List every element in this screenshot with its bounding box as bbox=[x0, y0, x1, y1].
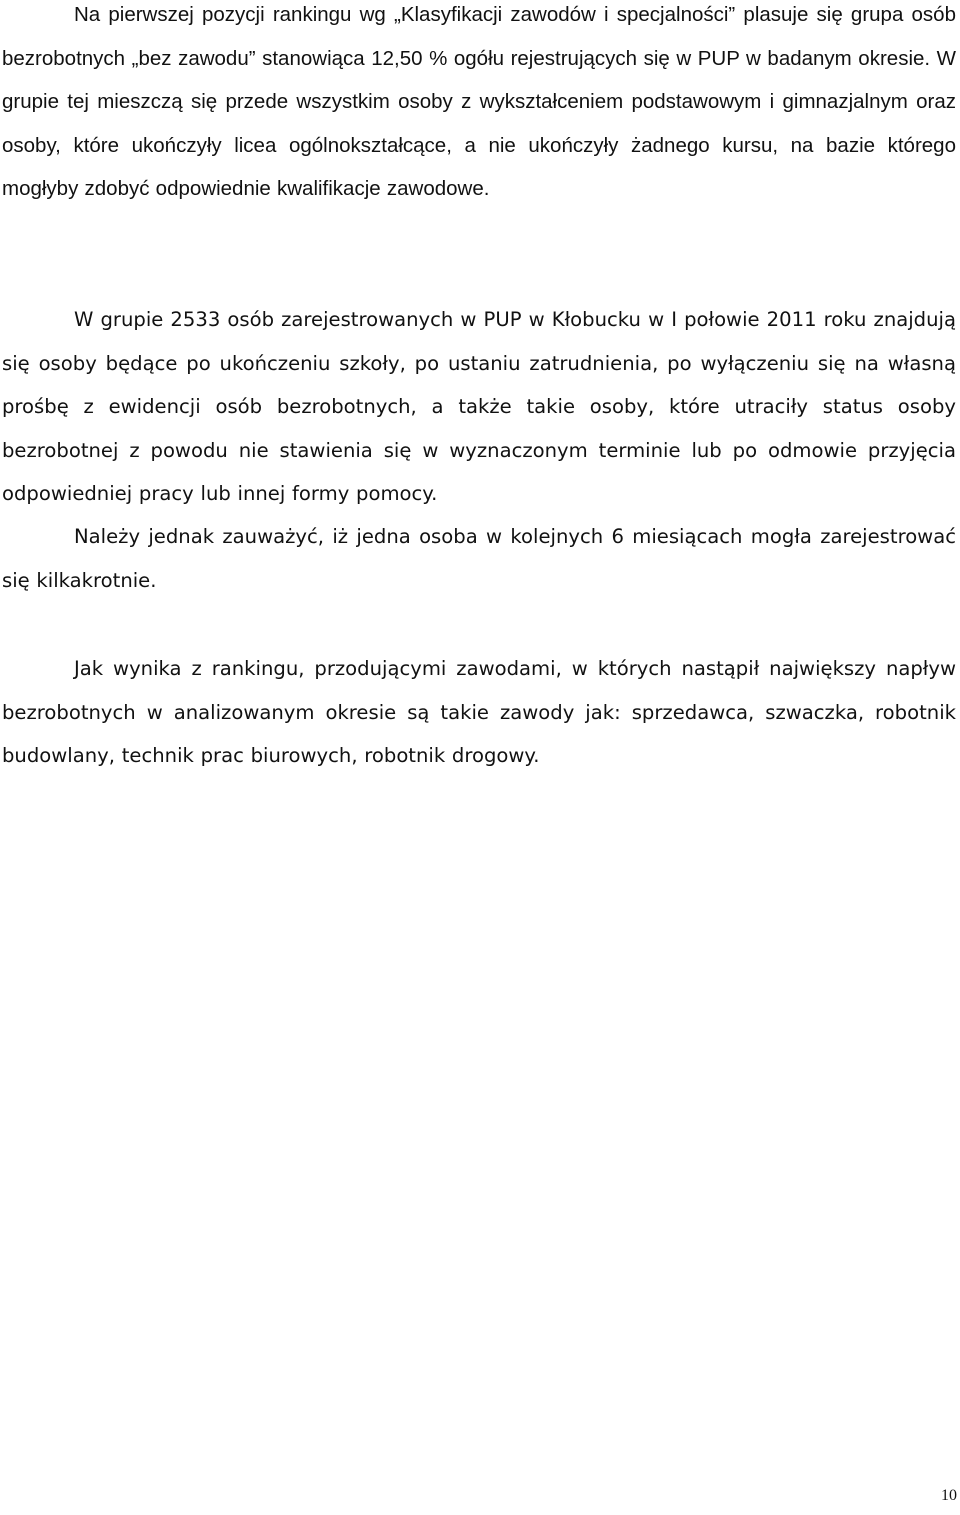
paragraph-ranking-intro: Na pierwszej pozycji rankingu wg „Klasyfikacji zawodów i specjalności” plasuje się grupa osób bezrobotnych „bez zawodu” stanowiąca 12,50 % ogółu rejestrujących się w PUP w badanym okresie. W grupie tej mieszczą się przede wszystkim osoby z wykształceniem podstawowym i gimnazjalnym oraz osoby, które ukończyły licea ogólnokształcące, a nie ukończyły żadnego kursu, na bazie którego mogłyby zdobyć odpowiednie kwalifikacje zawodowe. bbox=[2, 3, 956, 201]
page-number: 10 bbox=[941, 1487, 957, 1504]
paragraph-leading-occupations: Jak wynika z rankingu, przodującymi zawodami, w których nastąpił największy napływ bezrobotnych w analizowanym okresie są takie zawody jak: sprzedawca, szwaczka, robotnik budowlany, technik prac biurowych, robotnik drogowy. bbox=[2, 657, 956, 768]
paragraph-note: Należy jednak zauważyć, iż jedna osoba w kolejnych 6 miesiącach mogła zarejestrować się kilkakrotnie. bbox=[2, 525, 956, 592]
paragraph-registered-group: W grupie 2533 osób zarejestrowanych w PUP w Kłobucku w I połowie 2011 roku znajdują się osoby będące po ukończeniu szkoły, po ustaniu zatrudnienia, po wyłączeniu się na własną prośbę z ewidencji osób bezrobotnych, a także takie osoby, które utraciły status osoby bezrobotnej z powodu nie stawienia się w wyznaczonym terminie lub po odmowie przyjęcia odpowiedniej pracy lub innej formy pomocy. bbox=[2, 308, 956, 506]
